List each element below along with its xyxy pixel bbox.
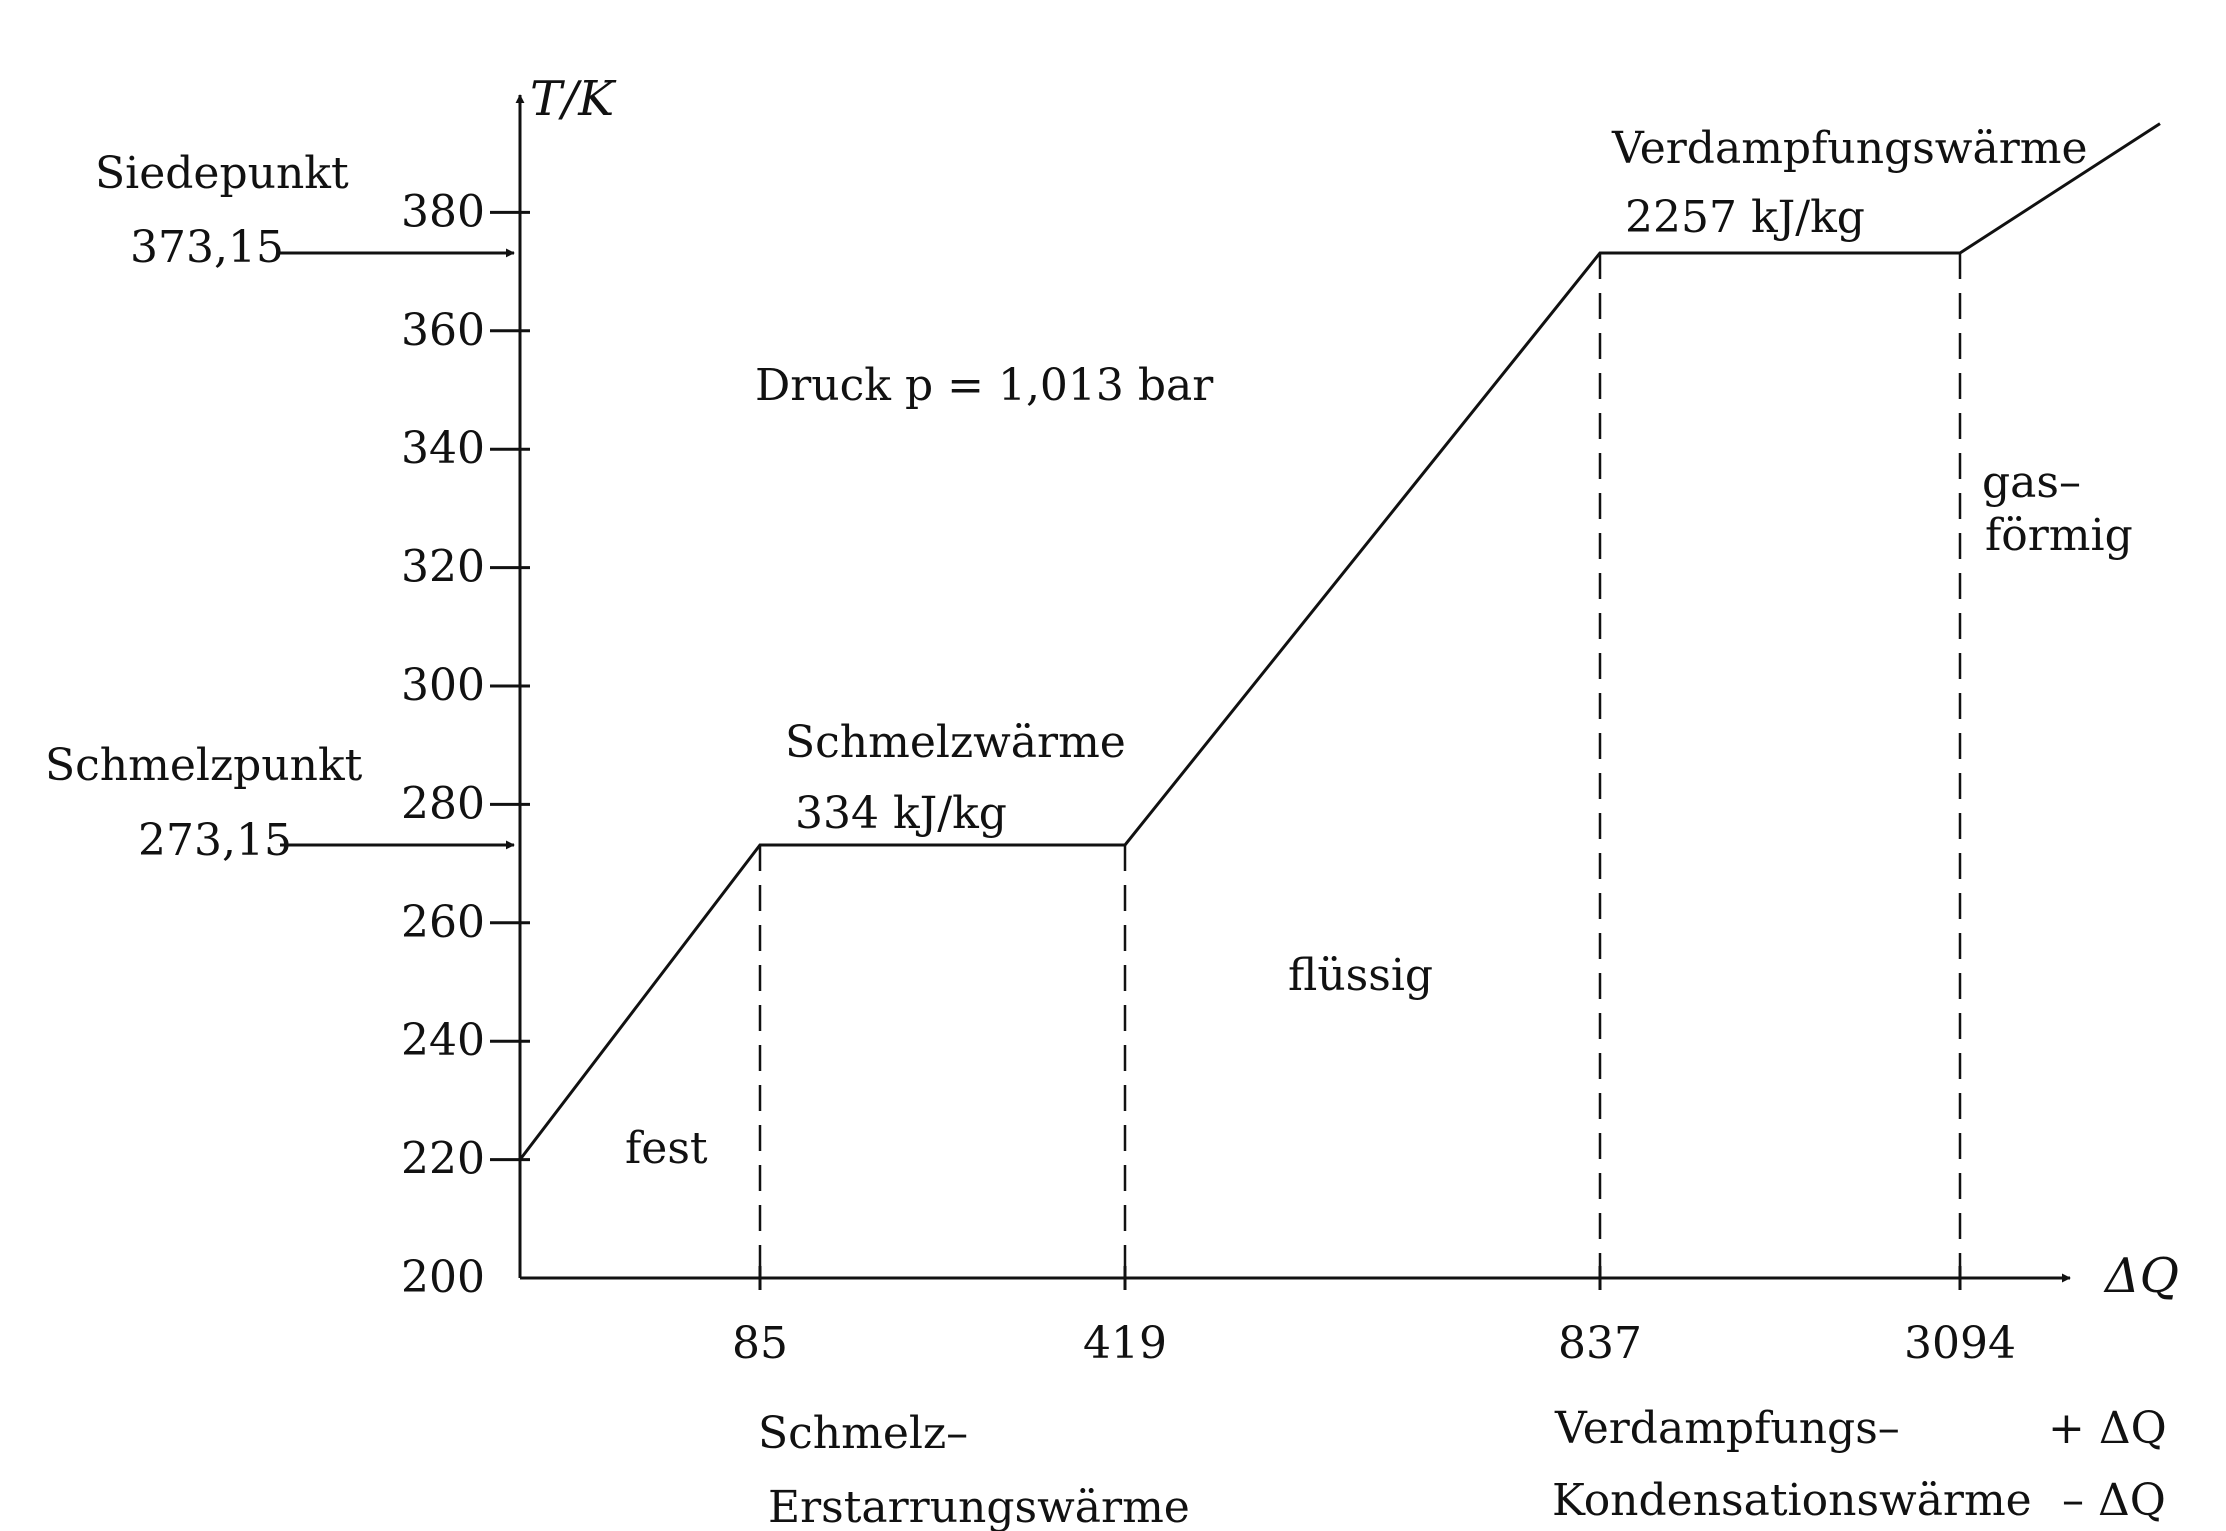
- axes: [520, 95, 2070, 1278]
- bottom-verdampf-label: Verdampfungs–: [1555, 1403, 1900, 1454]
- phase-gas-label-2: förmig: [1985, 510, 2133, 561]
- x-tick-label-85: 85: [732, 1318, 788, 1369]
- y-tick-label-340: 340: [401, 423, 485, 475]
- y-tick-label-300: 300: [401, 660, 485, 711]
- y-tick-label-200: 200: [401, 1252, 485, 1303]
- bottom-schmelz-label: Schmelz–: [758, 1408, 969, 1459]
- y-tick-label-220: 220: [401, 1133, 485, 1185]
- minus-delta-q-label: – ΔQ: [2062, 1475, 2166, 1526]
- y-tick-label-240: 240: [401, 1015, 485, 1067]
- x-tick-label-837: 837: [1558, 1318, 1642, 1369]
- siedepunkt-value: 373,15: [130, 222, 284, 273]
- schmelzwaerme-label: Schmelzwärme: [785, 717, 1126, 768]
- phase-fest-label: fest: [625, 1123, 708, 1174]
- schmelzpunkt-label: Schmelzpunkt: [45, 740, 363, 791]
- y-axis-label: T/K: [530, 71, 615, 127]
- phase-fluessig-label: flüssig: [1288, 950, 1434, 1001]
- phase-gas-label-1: gas–: [1982, 457, 2081, 508]
- plus-delta-q-label: + ΔQ: [2048, 1403, 2167, 1454]
- pressure-label: Druck p = 1,013 bar: [755, 360, 1214, 411]
- y-tick-label-320: 320: [401, 541, 485, 593]
- y-tick-label-280: 280: [401, 778, 485, 830]
- x-tick-label-3094: 3094: [1904, 1318, 2016, 1369]
- y-ticks: [401, 186, 530, 1303]
- verdampfungswaerme-value: 2257 kJ/kg: [1625, 192, 1865, 243]
- y-tick-label-360: 360: [401, 304, 485, 356]
- x-ticks: [732, 1266, 2016, 1369]
- bottom-erstarrung-label: Erstarrungswärme: [768, 1482, 1190, 1531]
- schmelzwaerme-value: 334 kJ/kg: [795, 788, 1007, 839]
- bottom-kondensation-label: Kondensationswärme: [1552, 1475, 2032, 1526]
- siedepunkt-label: Siedepunkt: [95, 148, 349, 199]
- y-tick-label-260: 260: [401, 896, 485, 948]
- x-tick-label-419: 419: [1083, 1318, 1167, 1369]
- curve-group: [520, 124, 2160, 1160]
- heating-curve-line: [520, 124, 2160, 1160]
- schmelzpunkt-value: 273,15: [138, 815, 292, 866]
- y-tick-label-380: 380: [401, 186, 485, 238]
- verdampfungswaerme-label: Verdampfungswärme: [1612, 123, 2088, 174]
- x-axis-label: ΔQ: [2105, 1248, 2180, 1304]
